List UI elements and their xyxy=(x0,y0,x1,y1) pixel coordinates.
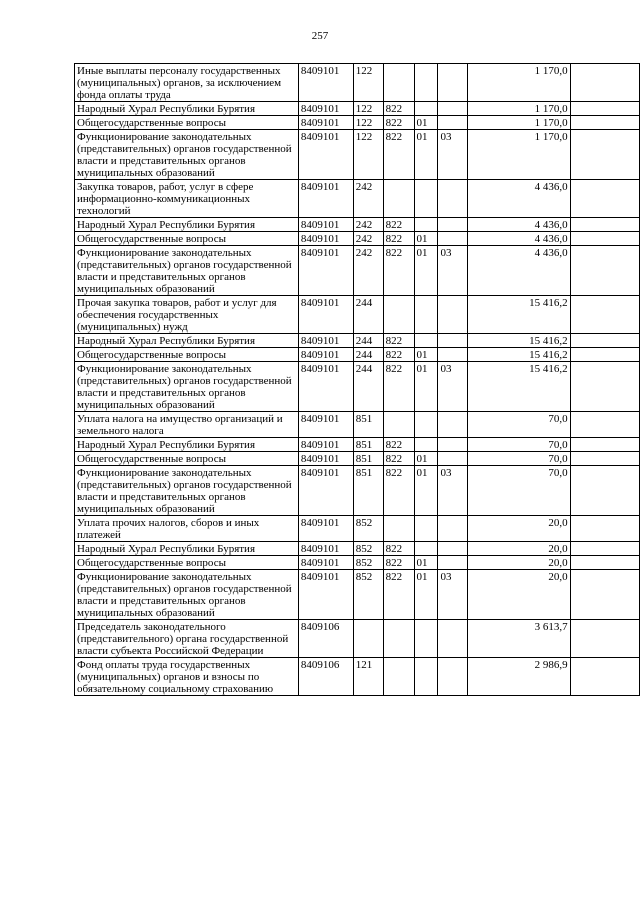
cell-extra xyxy=(570,116,639,130)
cell-subsection xyxy=(438,334,468,348)
cell-administrator: 822 xyxy=(383,232,414,246)
cell-sum: 4 436,0 xyxy=(468,218,570,232)
cell-code: 8409101 xyxy=(298,452,353,466)
cell-name: Общегосударственные вопросы xyxy=(75,116,299,130)
cell-expense-type: 852 xyxy=(353,516,383,542)
cell-subsection xyxy=(438,64,468,102)
cell-section xyxy=(414,542,438,556)
cell-code: 8409101 xyxy=(298,102,353,116)
table-row xyxy=(75,452,640,466)
cell-expense-type: 244 xyxy=(353,362,383,412)
cell-extra xyxy=(570,658,639,696)
cell-code: 8409101 xyxy=(298,232,353,246)
cell-section xyxy=(414,334,438,348)
cell-sum: 4 436,0 xyxy=(468,180,570,218)
cell-expense-type: 242 xyxy=(353,218,383,232)
cell-subsection xyxy=(438,116,468,130)
cell-name: Функционирование законодательных (представительных) органов государственной власти и представительных органов муниципальных образований xyxy=(75,246,299,296)
cell-code: 8409101 xyxy=(298,556,353,570)
cell-administrator: 822 xyxy=(383,334,414,348)
cell-subsection: 03 xyxy=(438,130,468,180)
cell-subsection: 03 xyxy=(438,362,468,412)
cell-expense-type xyxy=(353,620,383,658)
cell-code: 8409101 xyxy=(298,438,353,452)
cell-sum: 15 416,2 xyxy=(468,362,570,412)
cell-sum: 70,0 xyxy=(468,452,570,466)
cell-expense-type: 242 xyxy=(353,232,383,246)
table-row xyxy=(75,334,640,348)
cell-subsection: 03 xyxy=(438,246,468,296)
table-row xyxy=(75,180,640,218)
cell-sum: 20,0 xyxy=(468,570,570,620)
cell-administrator: 822 xyxy=(383,246,414,296)
cell-administrator xyxy=(383,412,414,438)
cell-name: Прочая закупка товаров, работ и услуг для обеспечения государственных (муниципальных) нужд xyxy=(75,296,299,334)
cell-extra xyxy=(570,542,639,556)
cell-section xyxy=(414,64,438,102)
cell-name: Функционирование законодательных (представительных) органов государственной власти и представительных органов муниципальных образований xyxy=(75,362,299,412)
cell-name: Функционирование законодательных (представительных) органов государственной власти и представительных органов муниципальных образований xyxy=(75,466,299,516)
cell-expense-type: 852 xyxy=(353,570,383,620)
cell-expense-type: 122 xyxy=(353,130,383,180)
cell-subsection xyxy=(438,452,468,466)
cell-name: Народный Хурал Республики Бурятия xyxy=(75,334,299,348)
cell-subsection xyxy=(438,438,468,452)
table-row xyxy=(75,232,640,246)
cell-extra xyxy=(570,130,639,180)
cell-name: Общегосударственные вопросы xyxy=(75,452,299,466)
cell-administrator: 822 xyxy=(383,570,414,620)
cell-sum: 20,0 xyxy=(468,542,570,556)
cell-administrator: 822 xyxy=(383,116,414,130)
cell-sum: 20,0 xyxy=(468,516,570,542)
table-row xyxy=(75,620,640,658)
table-row xyxy=(75,348,640,362)
cell-expense-type: 242 xyxy=(353,180,383,218)
cell-name: Функционирование законодательных (представительных) органов государственной власти и представительных органов муниципальных образований xyxy=(75,570,299,620)
cell-sum: 15 416,2 xyxy=(468,296,570,334)
cell-sum: 70,0 xyxy=(468,438,570,452)
cell-expense-type: 852 xyxy=(353,556,383,570)
table-row xyxy=(75,246,640,296)
cell-section xyxy=(414,412,438,438)
cell-administrator: 822 xyxy=(383,102,414,116)
cell-code: 8409101 xyxy=(298,412,353,438)
cell-administrator: 822 xyxy=(383,556,414,570)
cell-section xyxy=(414,620,438,658)
table-row xyxy=(75,218,640,232)
cell-expense-type: 122 xyxy=(353,102,383,116)
cell-code: 8409101 xyxy=(298,130,353,180)
cell-code: 8409101 xyxy=(298,334,353,348)
cell-subsection xyxy=(438,516,468,542)
cell-expense-type: 851 xyxy=(353,412,383,438)
cell-name: Народный Хурал Республики Бурятия xyxy=(75,438,299,452)
table-row xyxy=(75,516,640,542)
cell-code: 8409101 xyxy=(298,64,353,102)
cell-subsection xyxy=(438,658,468,696)
cell-subsection xyxy=(438,218,468,232)
cell-section xyxy=(414,658,438,696)
cell-expense-type: 122 xyxy=(353,116,383,130)
cell-subsection: 03 xyxy=(438,466,468,516)
cell-extra xyxy=(570,466,639,516)
budget-table xyxy=(74,63,640,696)
cell-sum: 15 416,2 xyxy=(468,348,570,362)
cell-name: Общегосударственные вопросы xyxy=(75,556,299,570)
table-row xyxy=(75,542,640,556)
cell-extra xyxy=(570,516,639,542)
cell-code: 8409101 xyxy=(298,296,353,334)
cell-code: 8409101 xyxy=(298,516,353,542)
cell-subsection xyxy=(438,412,468,438)
cell-administrator: 822 xyxy=(383,542,414,556)
cell-extra xyxy=(570,362,639,412)
table-row xyxy=(75,556,640,570)
cell-administrator: 822 xyxy=(383,218,414,232)
cell-code: 8409101 xyxy=(298,116,353,130)
table-row xyxy=(75,64,640,102)
cell-sum: 3 613,7 xyxy=(468,620,570,658)
cell-sum: 2 986,9 xyxy=(468,658,570,696)
cell-extra xyxy=(570,556,639,570)
cell-subsection xyxy=(438,180,468,218)
cell-extra xyxy=(570,218,639,232)
table-row xyxy=(75,296,640,334)
cell-expense-type: 851 xyxy=(353,452,383,466)
cell-administrator xyxy=(383,180,414,218)
cell-section: 01 xyxy=(414,246,438,296)
cell-section: 01 xyxy=(414,232,438,246)
table-row xyxy=(75,102,640,116)
cell-subsection xyxy=(438,620,468,658)
cell-code: 8409101 xyxy=(298,218,353,232)
cell-section: 01 xyxy=(414,452,438,466)
cell-section xyxy=(414,516,438,542)
cell-sum: 4 436,0 xyxy=(468,232,570,246)
cell-name: Народный Хурал Республики Бурятия xyxy=(75,542,299,556)
cell-sum: 70,0 xyxy=(468,412,570,438)
cell-name: Уплата налога на имущество организаций и земельного налога xyxy=(75,412,299,438)
cell-expense-type: 851 xyxy=(353,466,383,516)
cell-sum: 1 170,0 xyxy=(468,116,570,130)
cell-subsection xyxy=(438,102,468,116)
cell-administrator: 822 xyxy=(383,438,414,452)
table-row xyxy=(75,116,640,130)
cell-extra xyxy=(570,438,639,452)
cell-sum: 1 170,0 xyxy=(468,64,570,102)
cell-section: 01 xyxy=(414,362,438,412)
cell-administrator: 822 xyxy=(383,362,414,412)
cell-section: 01 xyxy=(414,130,438,180)
cell-administrator xyxy=(383,658,414,696)
cell-sum: 70,0 xyxy=(468,466,570,516)
cell-extra xyxy=(570,64,639,102)
cell-extra xyxy=(570,412,639,438)
cell-name: Общегосударственные вопросы xyxy=(75,348,299,362)
cell-section xyxy=(414,218,438,232)
cell-name: Общегосударственные вопросы xyxy=(75,232,299,246)
cell-extra xyxy=(570,620,639,658)
cell-code: 8409101 xyxy=(298,180,353,218)
cell-extra xyxy=(570,348,639,362)
cell-name: Закупка товаров, работ, услуг в сфере информационно-коммуникационных технологий xyxy=(75,180,299,218)
cell-subsection xyxy=(438,296,468,334)
table-row xyxy=(75,570,640,620)
cell-expense-type: 244 xyxy=(353,334,383,348)
cell-subsection xyxy=(438,232,468,246)
table-row xyxy=(75,412,640,438)
cell-subsection: 03 xyxy=(438,570,468,620)
cell-code: 8409101 xyxy=(298,542,353,556)
cell-code: 8409101 xyxy=(298,362,353,412)
cell-sum: 4 436,0 xyxy=(468,246,570,296)
cell-name: Народный Хурал Республики Бурятия xyxy=(75,102,299,116)
cell-extra xyxy=(570,246,639,296)
cell-expense-type: 121 xyxy=(353,658,383,696)
cell-sum: 1 170,0 xyxy=(468,102,570,116)
cell-extra xyxy=(570,180,639,218)
cell-section xyxy=(414,296,438,334)
cell-administrator: 822 xyxy=(383,130,414,180)
cell-name: Иные выплаты персоналу государственных (муниципальных) органов, за исключением фонда оплаты труда xyxy=(75,64,299,102)
cell-section: 01 xyxy=(414,466,438,516)
cell-name: Народный Хурал Республики Бурятия xyxy=(75,218,299,232)
cell-administrator: 822 xyxy=(383,348,414,362)
cell-subsection xyxy=(438,542,468,556)
cell-administrator xyxy=(383,296,414,334)
cell-section: 01 xyxy=(414,556,438,570)
cell-section xyxy=(414,180,438,218)
cell-code: 8409101 xyxy=(298,246,353,296)
cell-extra xyxy=(570,334,639,348)
page-number: 257 xyxy=(311,30,329,42)
cell-code: 8409101 xyxy=(298,570,353,620)
cell-code: 8409101 xyxy=(298,466,353,516)
cell-expense-type: 122 xyxy=(353,64,383,102)
cell-section: 01 xyxy=(414,116,438,130)
cell-name: Функционирование законодательных (представительных) органов государственной власти и представительных органов муниципальных образований xyxy=(75,130,299,180)
cell-name: Председатель законодательного (представительного) органа государственной власти субъекта Российской Федерации xyxy=(75,620,299,658)
cell-subsection xyxy=(438,556,468,570)
cell-administrator xyxy=(383,516,414,542)
cell-extra xyxy=(570,102,639,116)
cell-extra xyxy=(570,570,639,620)
cell-expense-type: 244 xyxy=(353,296,383,334)
cell-name: Фонд оплаты труда государственных (муниципальных) органов и взносы по обязательному социальному страхованию xyxy=(75,658,299,696)
cell-expense-type: 242 xyxy=(353,246,383,296)
cell-code: 8409106 xyxy=(298,658,353,696)
cell-section: 01 xyxy=(414,570,438,620)
table-row xyxy=(75,362,640,412)
cell-extra xyxy=(570,296,639,334)
table-row xyxy=(75,130,640,180)
cell-sum: 1 170,0 xyxy=(468,130,570,180)
cell-sum: 20,0 xyxy=(468,556,570,570)
cell-administrator: 822 xyxy=(383,452,414,466)
cell-section: 01 xyxy=(414,348,438,362)
cell-code: 8409106 xyxy=(298,620,353,658)
table-row xyxy=(75,438,640,452)
cell-administrator xyxy=(383,620,414,658)
cell-section xyxy=(414,102,438,116)
cell-code: 8409101 xyxy=(298,348,353,362)
cell-administrator xyxy=(383,64,414,102)
cell-extra xyxy=(570,452,639,466)
cell-section xyxy=(414,438,438,452)
cell-sum: 15 416,2 xyxy=(468,334,570,348)
cell-expense-type: 851 xyxy=(353,438,383,452)
cell-expense-type: 852 xyxy=(353,542,383,556)
cell-expense-type: 244 xyxy=(353,348,383,362)
cell-extra xyxy=(570,232,639,246)
cell-name: Уплата прочих налогов, сборов и иных платежей xyxy=(75,516,299,542)
cell-subsection xyxy=(438,348,468,362)
table-row xyxy=(75,658,640,696)
cell-administrator: 822 xyxy=(383,466,414,516)
table-row xyxy=(75,466,640,516)
